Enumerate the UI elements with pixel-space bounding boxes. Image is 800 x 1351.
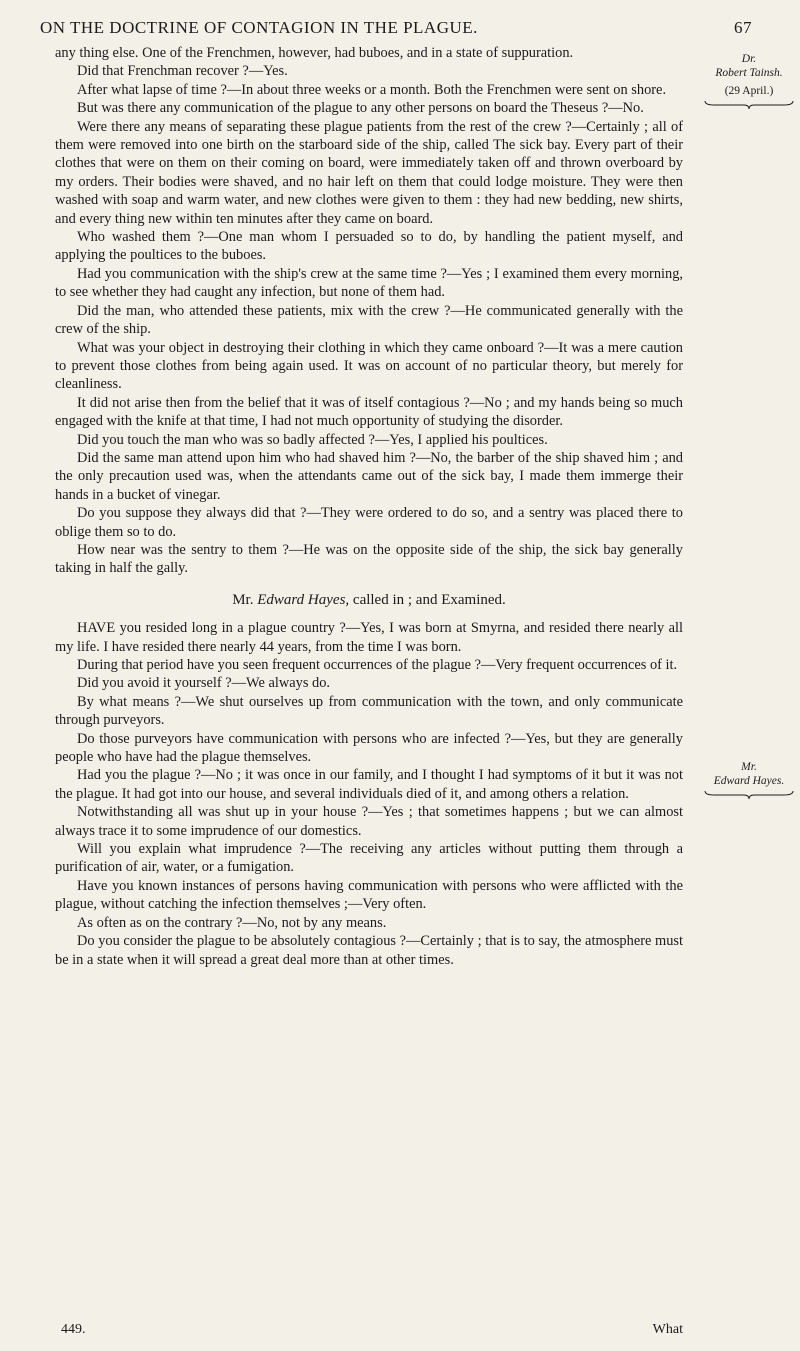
signature-mark: 449. xyxy=(61,1322,86,1337)
paragraph: Were there any means of separating these plague patients from the rest of the crew ?—Certainly ; all of them were removed into one birth on the starboard side of the ship, called The sick bay. Every part of their clothes that were on them on their coming on board, were immediately taken off and thrown overboard by my orders. Their bodies were shaved, and no hair left on them that could lodge moisture. They were then washed with soap and warm water, and new clothes were given to them : they had new bedding, new shirts, and every thing new within ten minutes after they came on board. xyxy=(55,118,683,227)
catchword: What xyxy=(652,1322,683,1337)
paragraph: What was your object in destroying their clothing in which they came onboard ?—It was a mere caution to prevent those clothes from being again used. It was on account of no particular theory, but merely for cleanliness. xyxy=(55,339,683,393)
margin-note-name: Edward Hayes. xyxy=(713,775,785,787)
paragraph: Did you touch the man who was so badly affected ?—Yes, I applied his poultices. xyxy=(77,431,548,448)
paragraph: As often as on the contrary ?—No, not by any means. xyxy=(77,914,387,931)
paragraph: It did not arise then from the belief that it was of itself contagious ?—No ; and my hands being so much engaged with the knife at that time, I had not much opportunity of studying the disorder. xyxy=(55,394,683,430)
paragraph: Had you the plague ?—No ; it was once in our family, and I thought I had symptoms of it but it was not the plague. It had got into our house, and several individuals died of it, and among others a relation. xyxy=(55,767,683,802)
body-text xyxy=(55,44,683,969)
section-heading-prefix: Mr. xyxy=(232,591,254,608)
paragraph: HAVE you resided long in a plague country ?—Yes, I was born at Smyrna, and resided there nearly all my life. I have resided there nearly 44 years, from the time I was born. xyxy=(55,620,683,655)
paragraph: Did the man, who attended these patients, mix with the crew ?—He communicated generally with the crew of the ship. xyxy=(55,302,683,338)
paragraph: Will you explain what imprudence ?—The receiving any articles without putting them through a purification of air, water, or a fumigation. xyxy=(55,841,683,876)
section-heading xyxy=(55,591,683,609)
brace-icon xyxy=(704,100,794,110)
margin-note-hayes xyxy=(700,760,798,800)
paragraph: But was there any communication of the plague to any other persons on board the Theseus ?—No. xyxy=(77,100,644,117)
paragraph: Do those purveyors have communication with persons who are infected ?—Yes, but they are generally people who have had the plague themselves. xyxy=(55,730,683,766)
running-head-title: ON THE DOCTRINE OF CONTAGION IN THE PLAGUE. xyxy=(40,18,478,37)
paragraph: Have you known instances of persons having communication with persons who were afflicted with the plague, without catching the infection themselves ;—Very often. xyxy=(55,877,683,913)
section-heading-name: Edward Hayes, xyxy=(257,591,350,608)
paragraph: During that period have you seen frequent occurrences of the plague ?—Very frequent occurrences of it. xyxy=(77,657,678,673)
paragraph: By what means ?—We shut ourselves up from communication with the town, and only communicate through purveyors. xyxy=(55,693,683,729)
paragraph: How near was the sentry to them ?—He was on the opposite side of the ship, the sick bay generally taking in half the gally. xyxy=(55,541,683,577)
paragraph: Did that Frenchman recover ?—Yes. xyxy=(77,63,288,80)
paragraph: Do you consider the plague to be absolutely contagious ?—Certainly ; that is to say, the atmosphere must be in a state when it will spread a great deal more than at other times. xyxy=(55,933,683,968)
paragraph: Do you suppose they always did that ?—They were ordered to do so, and a sentry was placed there to oblige them so to do. xyxy=(55,505,683,540)
paragraph: any thing else. One of the Frenchmen, however, had buboes, and in a state of suppuration. xyxy=(55,45,574,61)
paragraph: After what lapse of time ?—In about three weeks or a month. Both the Frenchmen were sent on shore. xyxy=(77,81,667,98)
paragraph: Did you avoid it yourself ?—We always do. xyxy=(77,675,331,692)
section-heading-suffix: called in ; and Examined. xyxy=(352,591,506,608)
paragraph: Had you communication with the ship's crew at the same time ?—Yes ; I examined them every morning, to see whether they had caught any infection, but none of them had. xyxy=(55,265,683,301)
margin-note-date: (29 April.) xyxy=(724,85,774,97)
page-number: 67 xyxy=(734,18,752,37)
margin-note-name: Robert Tainsh. xyxy=(715,67,783,79)
margin-note-prefix: Mr. xyxy=(741,761,757,773)
paragraph: Notwithstanding all was shut up in your house ?—Yes ; that sometimes happens ; but we can almost always trace it to some imprudence of our domestics. xyxy=(55,804,683,839)
margin-note-tainsh xyxy=(700,52,798,110)
paragraph: Did the same man attend upon him who had shaved him ?—No, the barber of the ship shaved him ; and the only precaution used was, when the attendants came out of the sick bay, I made them immerge their hands in a bucket of vinegar. xyxy=(55,449,683,503)
brace-icon xyxy=(704,790,794,800)
margin-note-prefix: Dr. xyxy=(741,53,757,65)
paragraph: Who washed them ?—One man whom I persuaded so to do, by handling the patient myself, and applying the poultices to the buboes. xyxy=(55,229,683,264)
